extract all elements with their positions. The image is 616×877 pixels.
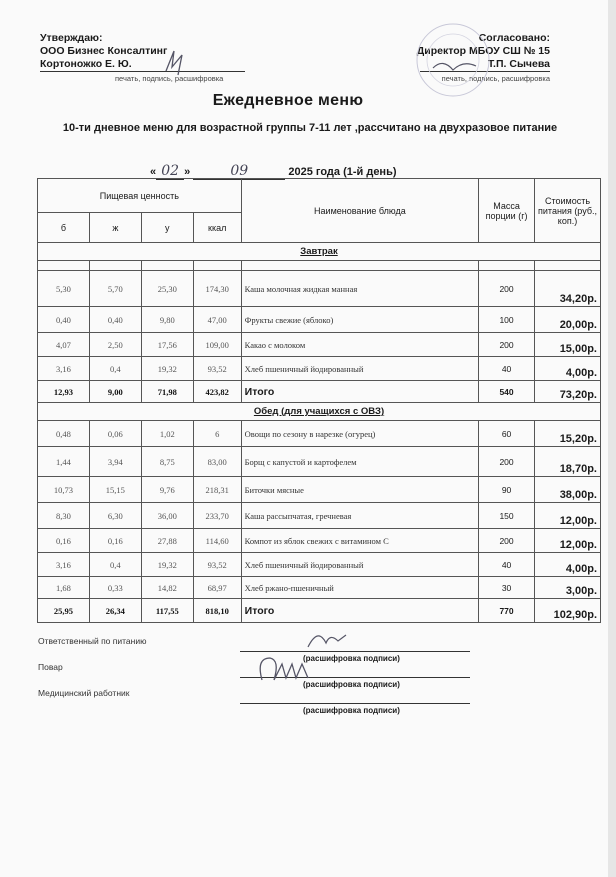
dish-name: Каша молочная жидкая манная	[241, 271, 478, 307]
cell-cost: 18,70р.	[535, 447, 601, 477]
cell-b: 0,40	[38, 307, 90, 333]
breakfast-total-row	[38, 381, 601, 403]
cell-cost: 4,00р.	[535, 357, 601, 381]
cell-kcal: 114,60	[193, 529, 241, 553]
cell-cost: 12,00р.	[535, 529, 601, 553]
cell-u: 25,30	[141, 271, 193, 307]
lunch-total-row	[38, 599, 601, 623]
table-row	[38, 503, 601, 529]
cell-cost: 20,00р.	[535, 307, 601, 333]
cell-kcal: 93,52	[193, 357, 241, 381]
cell-b: 5,30	[38, 271, 90, 307]
cell-mass: 770	[479, 599, 535, 623]
cell-b: 8,30	[38, 503, 90, 529]
table-row	[38, 307, 601, 333]
cell-zh: 15,15	[89, 477, 141, 503]
approval-caption: печать, подпись, расшифровка	[115, 74, 224, 83]
cell-zh: 0,40	[89, 307, 141, 333]
cell-zh: 0,06	[89, 421, 141, 447]
cell-kcal: 818,10	[193, 599, 241, 623]
cell-u: 117,55	[141, 599, 193, 623]
table-row	[38, 553, 601, 577]
cell-b: 3,16	[38, 357, 90, 381]
cell-b: 12,93	[38, 381, 90, 403]
cell-b: 4,07	[38, 333, 90, 357]
table-row	[38, 477, 601, 503]
cell-u: 36,00	[141, 503, 193, 529]
cell-mass: 200	[479, 447, 535, 477]
fat-header: ж	[89, 213, 141, 243]
signature-line	[240, 703, 470, 704]
cell-u: 1,02	[141, 421, 193, 447]
cell-u: 8,75	[141, 447, 193, 477]
signature-caption: (расшифровка подписи)	[303, 680, 400, 689]
cell-zh: 26,34	[89, 599, 141, 623]
cell-zh: 6,30	[89, 503, 141, 529]
cell-cost: 102,90р.	[535, 599, 601, 623]
date-rest: 2025 года (1-й день)	[288, 166, 397, 178]
cell-b: 10,73	[38, 477, 90, 503]
date-month: 09	[193, 163, 285, 180]
cell-zh: 0,4	[89, 553, 141, 577]
cost-header: Стоимость питания (руб., коп.)	[535, 179, 601, 243]
cell-u: 27,88	[141, 529, 193, 553]
total-label: Итого	[241, 599, 478, 623]
cell-mass: 150	[479, 503, 535, 529]
stamp-image	[408, 20, 498, 100]
menu-table	[37, 178, 601, 623]
cell-mass: 200	[479, 529, 535, 553]
breakfast-section: Завтрак	[38, 243, 601, 261]
cook-signature-image	[252, 652, 322, 686]
dish-name: Фрукты свежие (яблоко)	[241, 307, 478, 333]
cell-zh: 9,00	[89, 381, 141, 403]
cell-b: 0,48	[38, 421, 90, 447]
approval-signature-image	[160, 45, 190, 79]
cell-cost: 38,00р.	[535, 477, 601, 503]
cell-kcal: 423,82	[193, 381, 241, 403]
signature-role: Ответственный по питанию	[38, 636, 147, 646]
table-row	[38, 271, 601, 307]
page-edge	[608, 0, 616, 877]
cell-kcal: 6	[193, 421, 241, 447]
cell-kcal: 218,31	[193, 477, 241, 503]
signature-caption: (расшифровка подписи)	[303, 706, 400, 715]
cell-mass: 90	[479, 477, 535, 503]
cell-u: 17,56	[141, 333, 193, 357]
cell-mass: 40	[479, 553, 535, 577]
kcal-header: ккал	[193, 213, 241, 243]
cell-u: 19,32	[141, 357, 193, 381]
table-row	[38, 447, 601, 477]
mass-header: Масса порции (г)	[479, 179, 535, 243]
cell-u: 19,32	[141, 553, 193, 577]
cell-u: 9,80	[141, 307, 193, 333]
document-subtitle: 10-ти дневное меню для возрастной группы 7-11 лет ,рассчитано на двухразовое питание	[62, 122, 558, 134]
table-row	[38, 529, 601, 553]
cell-kcal: 233,70	[193, 503, 241, 529]
cell-zh: 2,50	[89, 333, 141, 357]
approval-person: Кортоножко Е. Ю.	[40, 58, 245, 72]
agreed-position: Директор МБОУ СШ № 15	[416, 45, 550, 57]
responsible-signature-image	[300, 625, 360, 655]
dish-name: Овощи по сезону в нарезке (огурец)	[241, 421, 478, 447]
cell-cost: 73,20р.	[535, 381, 601, 403]
approval-org: ООО Бизнес Консалтинг	[40, 45, 168, 57]
approval-block	[40, 32, 245, 85]
cell-kcal: 174,30	[193, 271, 241, 307]
cell-cost: 15,20р.	[535, 421, 601, 447]
dish-name: Хлеб пшеничный йодированный	[241, 357, 478, 381]
agreed-caption: печать, подпись, расшифровка	[441, 74, 550, 83]
cell-mass: 540	[479, 381, 535, 403]
cell-cost: 34,20р.	[535, 271, 601, 307]
dish-name: Хлеб пшеничный йодированный	[241, 553, 478, 577]
dish-name: Биточки мясные	[241, 477, 478, 503]
dish-name: Каша рассыпчатая, гречневая	[241, 503, 478, 529]
document-title: Ежедневное меню	[212, 92, 364, 109]
cell-mass: 100	[479, 307, 535, 333]
approval-title: Утверждаю:	[40, 32, 103, 44]
cell-mass: 200	[479, 271, 535, 307]
table-row	[38, 421, 601, 447]
cell-zh: 5,70	[89, 271, 141, 307]
cell-b: 1,68	[38, 577, 90, 599]
nutrition-header: Пищевая ценность	[38, 179, 242, 213]
total-label: Итого	[241, 381, 478, 403]
cell-zh: 0,16	[89, 529, 141, 553]
carbs-header: у	[141, 213, 193, 243]
lunch-section: Обед (для учащихся с ОВЗ)	[38, 403, 601, 421]
cell-b: 1,44	[38, 447, 90, 477]
table-row	[38, 577, 601, 599]
cell-kcal: 47,00	[193, 307, 241, 333]
cell-b: 25,95	[38, 599, 90, 623]
cell-kcal: 93,52	[193, 553, 241, 577]
agreed-title: Согласовано:	[478, 32, 550, 44]
date-line: « 02 » 09 2025 года (1-й день)	[150, 163, 397, 179]
cell-mass: 40	[479, 357, 535, 381]
cell-u: 71,98	[141, 381, 193, 403]
table-row	[38, 333, 601, 357]
dish-name: Борщ с капустой и картофелем	[241, 447, 478, 477]
cell-cost: 4,00р.	[535, 553, 601, 577]
cell-cost: 15,00р.	[535, 333, 601, 357]
cell-u: 14,82	[141, 577, 193, 599]
dish-name: Компот из яблок свежих с витамином С	[241, 529, 478, 553]
date-day: 02	[156, 163, 184, 180]
cell-zh: 0,4	[89, 357, 141, 381]
cell-u: 9,76	[141, 477, 193, 503]
cell-kcal: 109,00	[193, 333, 241, 357]
cell-mass: 60	[479, 421, 535, 447]
cell-zh: 3,94	[89, 447, 141, 477]
signature-role: Повар	[38, 662, 63, 672]
signature-caption: (расшифровка подписи)	[303, 654, 400, 663]
table-row	[38, 357, 601, 381]
cell-cost: 12,00р.	[535, 503, 601, 529]
dish-name-header: Наименование блюда	[241, 179, 478, 243]
cell-kcal: 68,97	[193, 577, 241, 599]
cell-zh: 0,33	[89, 577, 141, 599]
cell-mass: 30	[479, 577, 535, 599]
signature-role: Медицинский работник	[38, 688, 130, 698]
cell-mass: 200	[479, 333, 535, 357]
dish-name: Хлеб ржано-пшеничный	[241, 577, 478, 599]
cell-b: 3,16	[38, 553, 90, 577]
dish-name: Какао с молоком	[241, 333, 478, 357]
protein-header: б	[38, 213, 90, 243]
cell-b: 0,16	[38, 529, 90, 553]
cell-cost: 3,00р.	[535, 577, 601, 599]
cell-kcal: 83,00	[193, 447, 241, 477]
agreed-person: Т.П. Сычева	[420, 58, 550, 72]
